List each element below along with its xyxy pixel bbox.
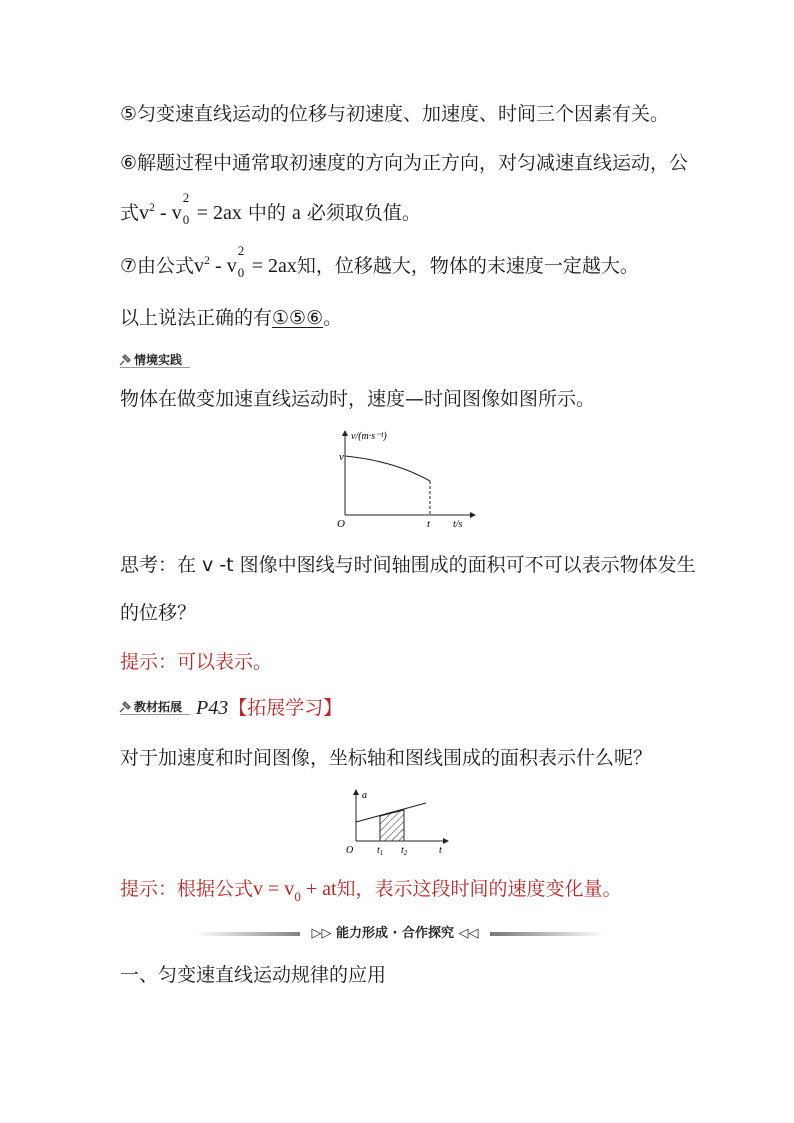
statement-7: ⑦由公式$v^2$ - v 2 0 = 2ax知，位移越大，物体的末速度一定越大。 bbox=[120, 243, 639, 280]
think-question-line1: 思考：在 v -t 图像中图线与时间轴围成的面积可不可以表示物体发生 bbox=[120, 554, 696, 576]
think-question-line2: 的位移？ bbox=[120, 602, 197, 624]
y-axis-label: v/(m·s⁻¹) bbox=[351, 431, 387, 442]
double-arrow-right-icon: ▷▷ bbox=[311, 926, 332, 941]
tag-underline bbox=[120, 714, 190, 715]
correct-answer: ①⑤⑥ bbox=[272, 307, 324, 329]
x-tick-t: t bbox=[427, 518, 431, 530]
velocity-curve bbox=[345, 456, 430, 481]
section-heading: 一、匀变速直线运动规律的应用 bbox=[120, 964, 387, 986]
double-arrow-left-icon: ◁◁ bbox=[458, 926, 479, 941]
origin-label: O bbox=[346, 845, 354, 856]
tag-underline bbox=[120, 367, 190, 368]
t2-label: $t_2$ bbox=[401, 845, 408, 857]
formula-v2-v02-2ax: $v^2$ - v 2 0 = 2ax bbox=[139, 190, 242, 227]
divider-title: ▷▷ 能力形成 · 合作探究 ◁◁ bbox=[300, 925, 490, 943]
x-axis-label: t bbox=[439, 845, 442, 856]
pushpin-icon bbox=[118, 700, 132, 714]
formula-v-v0-at: $v = v_0$ + at bbox=[253, 878, 337, 904]
velocity-time-graph bbox=[325, 425, 485, 535]
summary-answer: 以上说法正确的有①⑤⑥。 bbox=[120, 307, 343, 329]
section-tag-practice: 情境实践 bbox=[118, 351, 182, 368]
y-axis-label: a bbox=[362, 790, 367, 801]
statement-6-line2: 式$v^2$ - v 2 0 = 2ax 中的 a 必须取负值。 bbox=[120, 190, 421, 227]
textbook-reference: P43【拓展学习】 bbox=[196, 697, 343, 719]
textbook-question: 对于加速度和时间图像，坐标轴和图线围成的面积表示什么呢？ bbox=[120, 747, 653, 769]
practice-intro: 物体在做变加速直线运动时，速度—时间图像如图所示。 bbox=[120, 388, 596, 410]
x-axis-label: t/s bbox=[453, 519, 463, 530]
formula-v2-v02-2ax: $v^2$ - v 2 0 = 2ax bbox=[194, 243, 297, 280]
hint-2: 提示：根据公式$v = v_0$ + at知，表示这段时间的速度变化量。 bbox=[120, 878, 622, 904]
y-tick-v: v bbox=[339, 451, 344, 463]
pushpin-icon bbox=[118, 353, 132, 367]
statement-6-line1: ⑥解题过程中通常取初速度的方向为正方向，对匀减速直线运动，公 bbox=[120, 152, 689, 174]
section-tag-textbook: 教材拓展 bbox=[118, 698, 182, 715]
statement-5: ⑤匀变速直线运动的位移与初速度、加速度、时间三个因素有关。 bbox=[120, 103, 670, 125]
hint-1: 提示：可以表示。 bbox=[120, 651, 273, 673]
origin-label: O bbox=[337, 518, 345, 530]
acceleration-time-graph bbox=[340, 786, 455, 861]
t1-label: $t_1$ bbox=[377, 845, 384, 857]
